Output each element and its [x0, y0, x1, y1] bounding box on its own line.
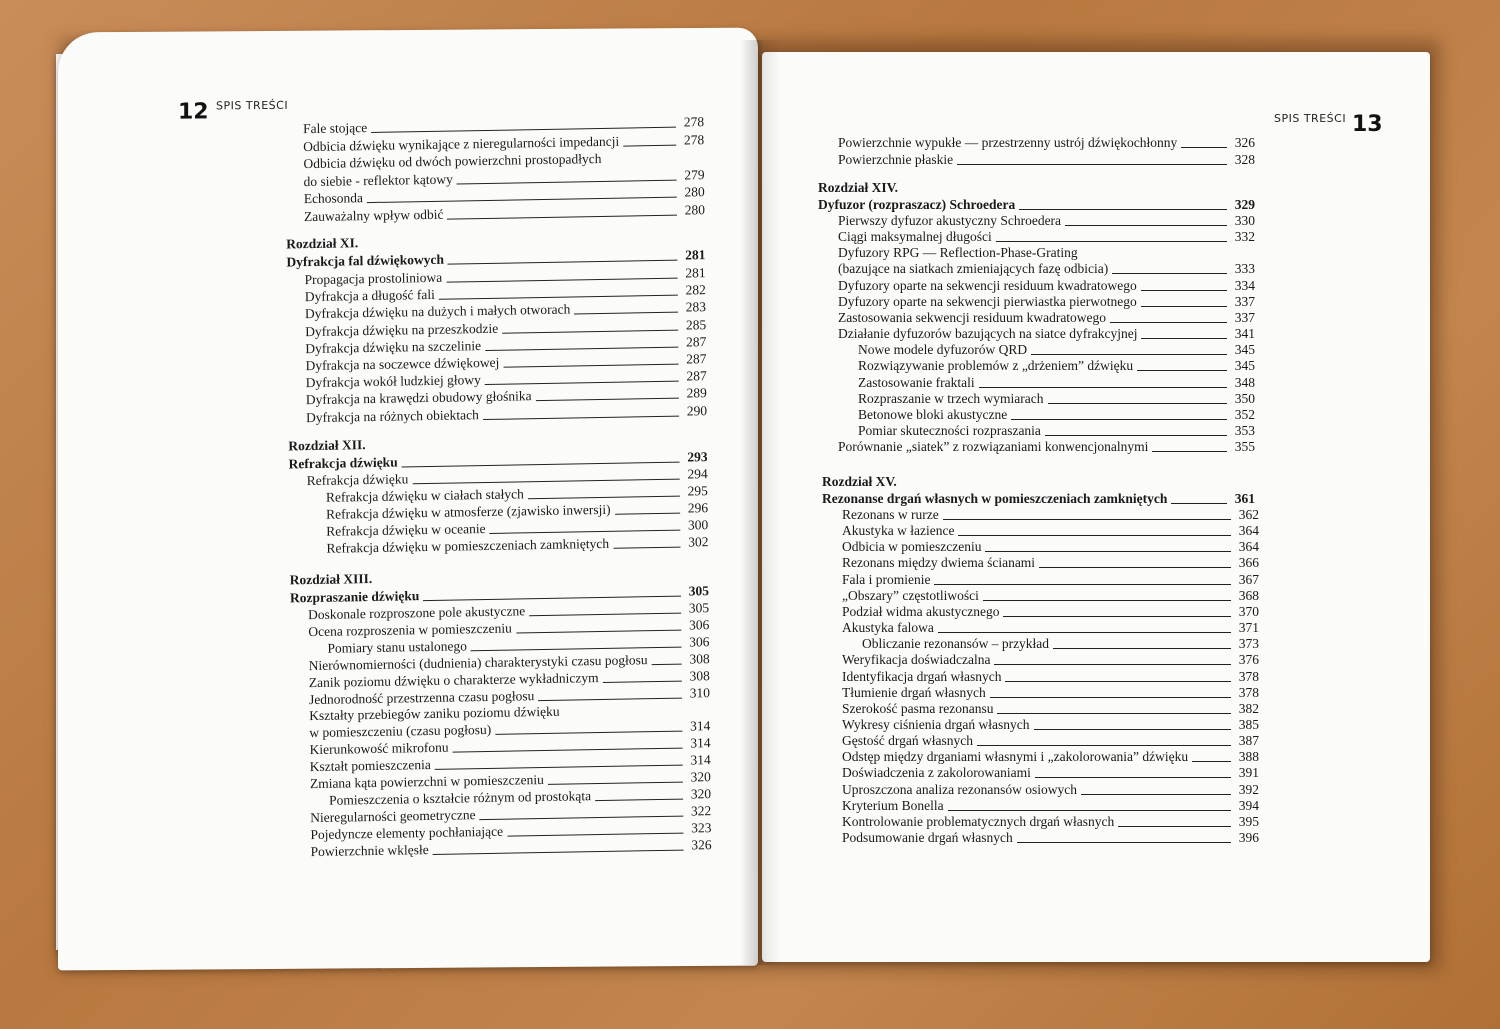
toc-entry: [842, 732, 1259, 749]
toc-entry-title: Fala i promienie: [842, 571, 931, 587]
toc-entry-title: Porównanie „siatek” z rozwiązaniami konwencjonalnymi: [838, 439, 1149, 455]
toc-entry: [842, 797, 1259, 814]
chapter-label: Rozdział XIV.: [818, 180, 899, 195]
leader-line: [1137, 370, 1227, 371]
toc-entry-page: 278: [683, 114, 705, 130]
leader-line: [943, 519, 1231, 520]
toc-entry-title: Uproszczona analiza rezonansów osiowych: [842, 781, 1078, 797]
toc-entry: [838, 260, 1255, 277]
toc-entry-title: Rozpraszanie dźwięku: [289, 588, 420, 606]
toc-entry: [842, 587, 1259, 604]
toc-entry-title: Refrakcja dźwięku: [288, 454, 398, 472]
toc-entry-page: 306: [689, 633, 710, 650]
toc-entry-page: 378: [1238, 668, 1259, 684]
toc-entry-title: Pomiar skuteczności rozpraszania: [858, 422, 1041, 438]
leader-line: [983, 600, 1231, 601]
toc-entry: [838, 151, 1255, 168]
toc-entry-title: Wykresy ciśnienia drgań własnych: [842, 716, 1030, 732]
toc-entry-title: Propagacja prostoliniowa: [304, 269, 443, 288]
leader-line: [1003, 616, 1231, 617]
leader-line: [1192, 761, 1231, 762]
toc-entry: [842, 651, 1259, 668]
toc-entry-page: 283: [685, 299, 707, 315]
toc-entry-title: Dyfuzory oparte na sekwencji pierwiastka pierwotnego: [838, 293, 1137, 309]
toc-entry-page: 289: [686, 385, 707, 401]
leader-line: [948, 810, 1231, 811]
toc-entry-page: 387: [1238, 733, 1259, 749]
leader-line: [516, 629, 681, 633]
toc-entry-page: 280: [684, 201, 706, 218]
leader-line: [1035, 777, 1231, 778]
chapter-heading: [818, 196, 1255, 213]
toc-entry: [838, 325, 1255, 342]
chapter-heading: [822, 490, 1255, 507]
toc-entry-page: 296: [687, 499, 709, 516]
toc-entry-page: 385: [1238, 716, 1259, 732]
toc-entry-page: 341: [1234, 326, 1255, 342]
leader-line: [977, 745, 1231, 746]
toc-entry: [842, 506, 1259, 523]
leader-line: [448, 260, 678, 265]
toc-entry: [858, 374, 1255, 391]
toc-entry-title: Kryterium Bonella: [842, 797, 944, 813]
toc-entry: [842, 829, 1259, 846]
toc-entry-page: 287: [686, 368, 707, 384]
toc-entry-page: 310: [689, 684, 711, 700]
toc-entry-page: 364: [1238, 523, 1259, 539]
leader-line: [1141, 290, 1227, 291]
toc-entry-page: 355: [1234, 439, 1255, 455]
leader-line: [934, 584, 1231, 585]
toc-entry-title: Weryfikacja doświadczalna: [842, 652, 991, 668]
leader-line: [574, 312, 678, 315]
toc-entry-title: Dyfuzory oparte na sekwencji residuum kwadratowego: [838, 277, 1137, 293]
leader-line: [1053, 648, 1231, 649]
toc-entry-title: Zmiana kąta powierzchni w pomieszczeniu: [309, 772, 544, 792]
toc-entry-page: 388: [1238, 749, 1259, 765]
toc-entry-title: Gęstość drgań własnych: [842, 733, 973, 749]
toc-entry-page: 361: [1234, 491, 1255, 506]
toc-entry-page: 382: [1238, 700, 1259, 716]
leader-line: [1065, 225, 1227, 226]
toc-entry-page: 350: [1234, 390, 1255, 406]
leader-line: [1181, 147, 1227, 148]
leader-line: [548, 782, 683, 785]
leader-line: [538, 697, 682, 701]
toc-entry-page: 326: [691, 836, 712, 853]
toc-entry: [858, 422, 1255, 439]
toc-entry: [862, 635, 1259, 652]
toc-entry: [838, 438, 1255, 455]
toc-entry: [858, 341, 1255, 358]
toc-entry-page: 281: [685, 247, 706, 263]
leader-line: [1048, 403, 1227, 404]
right-page-header: SPIS TREŚCI: [1274, 112, 1347, 125]
toc-entry-page: 323: [691, 819, 712, 836]
toc-entry: [838, 228, 1255, 245]
toc-entry-title: Dyfrakcja na krawędzi obudowy głośnika: [305, 388, 532, 408]
toc-entry-title: Refrakcja dźwięku w oceanie: [326, 520, 486, 539]
leader-line: [1019, 209, 1227, 210]
toc-entry-page: 352: [1234, 406, 1255, 422]
toc-entry-page: 396: [1238, 830, 1259, 845]
book-gutter: [740, 40, 780, 965]
toc-entry-page: 345: [1234, 342, 1255, 358]
toc-entry: [858, 357, 1255, 374]
toc-entry-title: Powierzchnie wypukłe — przestrzenny ustrój dźwiękochłonny: [838, 135, 1178, 150]
toc-entry-page: 371: [1238, 620, 1259, 636]
toc-entry: [838, 293, 1255, 310]
left-page: [58, 28, 758, 971]
chapter-label: Rozdział XIII.: [289, 570, 373, 588]
leader-line: [1141, 306, 1227, 307]
toc-entry: [838, 309, 1255, 326]
toc-entry-title: Akustyka w łazience: [842, 523, 955, 539]
toc-entry-title: Kształty przebiegów zaniku poziomu dźwięku: [309, 704, 560, 724]
leader-line: [997, 713, 1231, 714]
toc-entry-title: Echosonda: [303, 190, 364, 207]
toc-entry-page: 332: [1234, 229, 1255, 245]
toc-entry-title: Nowe modele dyfuzorów QRD: [858, 342, 1028, 358]
toc-entry-page: 345: [1234, 358, 1255, 374]
toc-entry-title: Doświadczenia z zakolorowaniami: [842, 765, 1031, 781]
toc-entry-page: 368: [1238, 587, 1259, 603]
toc-entry-title: Rozwiązywanie problemów z „drżeniem” dźwięku: [858, 358, 1134, 374]
toc-entry-title: Odbicia dźwięku od dwóch powierzchni prostopadłych: [303, 150, 602, 172]
leader-line: [1005, 681, 1231, 682]
leader-line: [1152, 451, 1227, 452]
toc-entry-title: Dyfrakcja na różnych obiektach: [305, 406, 479, 425]
toc-entry: [842, 748, 1259, 765]
toc-entry-title: Podział widma akustycznego: [842, 603, 1000, 619]
toc-entry-title: Refrakcja dźwięku w ciałach stałych: [325, 486, 524, 505]
leader-line: [483, 415, 679, 419]
toc-entry-title: Dyfrakcja na soczewce dźwiękowej: [305, 354, 500, 374]
toc-entry-page: 329: [1234, 197, 1255, 212]
toc-entry-title: Refrakcja dźwięku: [306, 471, 409, 489]
toc-entry-title: Identyfikacja drgań własnych: [842, 668, 1002, 684]
toc-entry-page: 290: [686, 402, 708, 419]
toc-entry-title: Pierwszy dyfuzor akustyczny Schroedera: [838, 213, 1062, 228]
toc-entry-title: (bazujące na siatkach zmieniających fazę odbicia): [838, 261, 1109, 277]
toc-entry: [858, 406, 1255, 423]
toc-entry-page: 293: [687, 449, 708, 465]
toc-entry-title: Kształt pomieszczenia: [309, 757, 431, 775]
toc-entry-title: Rozpraszanie w trzech wymiarach: [858, 390, 1044, 406]
toc-entry-page: 285: [685, 316, 707, 333]
leader-line: [1045, 435, 1227, 436]
toc-entry-title: Refrakcja dźwięku w atmosferze (zjawisko inwersji): [325, 501, 611, 522]
toc-entry-page: 376: [1238, 652, 1259, 668]
toc-entry: [842, 716, 1259, 733]
leader-line: [994, 664, 1231, 665]
toc-entry-page: 364: [1238, 539, 1259, 555]
leader-line: [529, 613, 681, 617]
toc-entry-title: Dyfrakcja dźwięku na szczelinie: [305, 337, 482, 356]
right-page: [762, 52, 1430, 962]
leader-line: [603, 680, 682, 682]
toc-entry-title: Doskonale rozproszone pole akustyczne: [308, 603, 526, 623]
leader-line: [985, 551, 1231, 552]
leader-line: [595, 798, 683, 801]
toc-entry-title: Jednorodność przestrzenna czasu pogłosu: [308, 687, 535, 707]
toc-entry-title: Pojedyncze elementy pochłaniające: [310, 823, 504, 842]
chapter-label: Rozdział XII.: [288, 437, 366, 454]
toc-entry-page: 337: [1234, 309, 1255, 325]
toc-entry: [842, 813, 1259, 830]
chapter-label: Rozdział XV.: [822, 474, 897, 489]
leader-line: [433, 849, 684, 854]
toc-entry-page: 353: [1234, 422, 1255, 438]
toc-entry-page: 306: [688, 617, 710, 633]
leader-line: [1039, 567, 1231, 568]
leader-line: [1011, 419, 1227, 420]
toc-entry-title: Zauważalny wpływ odbić: [303, 206, 444, 224]
toc-entry-page: 314: [690, 752, 711, 768]
toc-entry-page: 395: [1238, 813, 1259, 829]
left-toc: [58, 20, 767, 932]
toc-entry-page: 326: [1234, 135, 1255, 150]
toc-entry-title: Powierzchnie wklęsłe: [310, 841, 429, 859]
toc-entry: [842, 781, 1259, 798]
toc-entry-page: 391: [1238, 765, 1259, 781]
toc-entry-title: Ciągi maksymalnej długości: [838, 229, 992, 245]
toc-entry-title: Pomieszczenia o kształcie różnym od prostokąta: [328, 788, 592, 808]
toc-entry-page: 370: [1238, 603, 1259, 619]
leader-line: [1112, 273, 1227, 274]
leader-line: [613, 546, 680, 548]
toc-entry-title: „Obszary” częstotliwości: [842, 587, 979, 603]
leader-line: [979, 387, 1227, 388]
toc-entry-page: 302: [688, 533, 709, 550]
toc-entry-title: Zastosowania sekwencji residuum kwadratowego: [838, 309, 1107, 325]
toc-entry-title: Dyfrakcja wokół ludzkiej głowy: [305, 372, 481, 391]
toc-entry: [842, 538, 1259, 555]
toc-entry-page: 320: [690, 769, 711, 785]
leader-line: [1034, 729, 1231, 730]
toc-entry-title: Nierównomierności (dudnienia) charakterystyki czasu pogłosu: [308, 651, 648, 673]
toc-entry: [842, 619, 1259, 636]
leader-line: [528, 496, 680, 500]
toc-entry: [842, 764, 1259, 781]
toc-entry-page: 295: [687, 483, 708, 499]
leader-line: [615, 512, 680, 514]
toc-entry-page: 294: [687, 466, 708, 482]
leader-line: [996, 241, 1227, 242]
toc-entry-page: 305: [688, 600, 710, 616]
toc-entry-title: Fale stojące: [302, 120, 368, 137]
leader-line: [938, 632, 1231, 633]
toc-entry-page: 287: [686, 351, 707, 367]
toc-entry-page: 333: [1234, 261, 1255, 277]
toc-entry-page: 362: [1238, 507, 1259, 522]
right-toc: [762, 52, 1430, 952]
toc-entry-page: 280: [684, 184, 705, 200]
toc-entry: [838, 244, 1255, 261]
toc-entry-page: 334: [1234, 277, 1255, 293]
toc-entry-title: Tłumienie drgań własnych: [842, 684, 986, 700]
toc-entry: [842, 522, 1259, 539]
leader-line: [1081, 794, 1231, 795]
toc-entry: [842, 668, 1259, 685]
toc-entry-title: Zanik poziomu dźwięku o charakterze wykładniczym: [308, 669, 599, 690]
toc-entry-title: Ocena rozproszenia w pomieszczeniu: [308, 620, 512, 639]
toc-entry-title: Odbicia w pomieszczeniu: [842, 539, 982, 555]
leader-line: [447, 214, 677, 219]
toc-entry-title: Dyfuzory RPG — Reflection-Phase-Grating: [838, 245, 1078, 261]
toc-entry-page: 392: [1238, 781, 1259, 797]
toc-entry-page: 308: [689, 667, 710, 684]
toc-entry-page: 300: [687, 516, 709, 533]
toc-entry-page: 278: [683, 131, 705, 148]
leader-line: [502, 329, 678, 333]
toc-entry-title: Odbicia dźwięku wynikające z nieregularności impedancji: [303, 133, 620, 154]
left-page-header: SPIS TREŚCI: [216, 98, 289, 113]
toc-entry-title: Dyfrakcja fal dźwiękowych: [286, 251, 444, 270]
toc-entry: [858, 390, 1255, 407]
leader-line: [1141, 338, 1227, 339]
leader-line: [990, 697, 1231, 698]
toc-entry-title: Pomiary stanu ustalonego: [327, 638, 468, 656]
leader-line: [1031, 354, 1227, 355]
leader-line: [1171, 503, 1227, 504]
toc-entry-page: 314: [690, 735, 711, 751]
toc-entry-page: 320: [690, 785, 712, 802]
leader-line: [503, 364, 678, 368]
toc-entry-title: Akustyka falowa: [842, 620, 934, 636]
toc-entry-title: Dyfrakcja a długość fali: [304, 287, 435, 305]
toc-entry-title: Dyfuzor (rozpraszacz) Schroedera: [818, 197, 1016, 212]
toc-entry-page: 330: [1234, 213, 1255, 228]
toc-entry-page: 314: [690, 718, 711, 734]
toc-entry-title: Dyfrakcja dźwięku na dużych i małych otworach: [304, 301, 571, 322]
toc-entry: [842, 603, 1259, 620]
toc-entry-title: Działanie dyfuzorów bazujących na siatce dyfrakcyjnej: [838, 326, 1138, 342]
right-page-number: 13: [1352, 112, 1383, 137]
chapter-label: Rozdział XI.: [286, 235, 359, 252]
toc-entry: [838, 134, 1255, 151]
toc-entry-title: do siebie - reflektor kątowy: [303, 171, 453, 189]
toc-entry-title: Powierzchnie płaskie: [838, 151, 954, 167]
toc-entry-title: Szerokość pasma rezonansu: [842, 700, 994, 716]
toc-entry-title: Refrakcja dźwięku w pomieszczeniach zamkniętych: [326, 535, 610, 556]
left-page-number: 12: [178, 99, 209, 125]
toc-entry-page: 281: [685, 265, 706, 281]
toc-entry: [838, 277, 1255, 294]
toc-entry: [838, 212, 1255, 229]
toc-entry-page: 322: [690, 802, 712, 819]
leader-line: [1110, 322, 1227, 323]
toc-entry: [842, 571, 1259, 588]
toc-entry-page: 348: [1234, 374, 1255, 390]
leader-line: [536, 398, 679, 402]
toc-entry-page: 279: [684, 166, 705, 183]
leader-line: [623, 144, 676, 146]
toc-entry: [842, 554, 1259, 571]
toc-entry-title: Nieregularności geometryczne: [310, 806, 476, 825]
toc-entry-page: 308: [689, 650, 710, 667]
toc-entry-page: 337: [1234, 293, 1255, 309]
toc-entry-title: Rezonans między dwiema ścianami: [842, 555, 1036, 571]
toc-entry-page: 367: [1238, 571, 1259, 587]
toc-entry-page: 373: [1238, 636, 1259, 652]
leader-line: [652, 663, 682, 665]
toc-entry: [842, 700, 1259, 717]
toc-entry-title: Zastosowanie fraktali: [858, 374, 975, 390]
toc-entry-page: 378: [1238, 684, 1259, 700]
toc-entry-title: Rezonanse drgań własnych w pomieszczeniach zamkniętych: [822, 491, 1168, 506]
toc-entry-title: Kontrolowanie problematycznych drgań własnych: [842, 813, 1115, 829]
toc-entry-title: Podsumowanie drgań własnych: [842, 830, 1013, 845]
toc-entry-page: 282: [685, 282, 706, 298]
toc-entry-page: 328: [1234, 151, 1255, 167]
toc-entry-title: Obliczanie rezonansów – przykład: [862, 636, 1050, 652]
leader-line: [1118, 826, 1231, 827]
toc-entry-title: Betonowe bloki akustyczne: [858, 406, 1008, 422]
toc-entry-page: 394: [1238, 797, 1259, 813]
toc-entry-page: 287: [685, 333, 707, 350]
leader-line: [1017, 842, 1231, 843]
toc-entry-title: Dyfrakcja dźwięku na przeszkodzie: [305, 320, 499, 339]
toc-entry-title: Odstęp między drganiami własnymi i „zakolorowania” dźwięku: [842, 749, 1189, 765]
toc-entry-title: Rezonans w rurze: [842, 507, 939, 522]
toc-entry-title: Kierunkowość mikrofonu: [309, 739, 449, 758]
toc-entry-page: 366: [1238, 555, 1259, 571]
leader-line: [957, 164, 1227, 165]
toc-entry-page: 305: [688, 583, 710, 599]
leader-line: [958, 535, 1231, 536]
toc-entry: [842, 684, 1259, 701]
toc-entry-title: w pomieszczeniu (czasu pogłosu): [309, 722, 492, 741]
